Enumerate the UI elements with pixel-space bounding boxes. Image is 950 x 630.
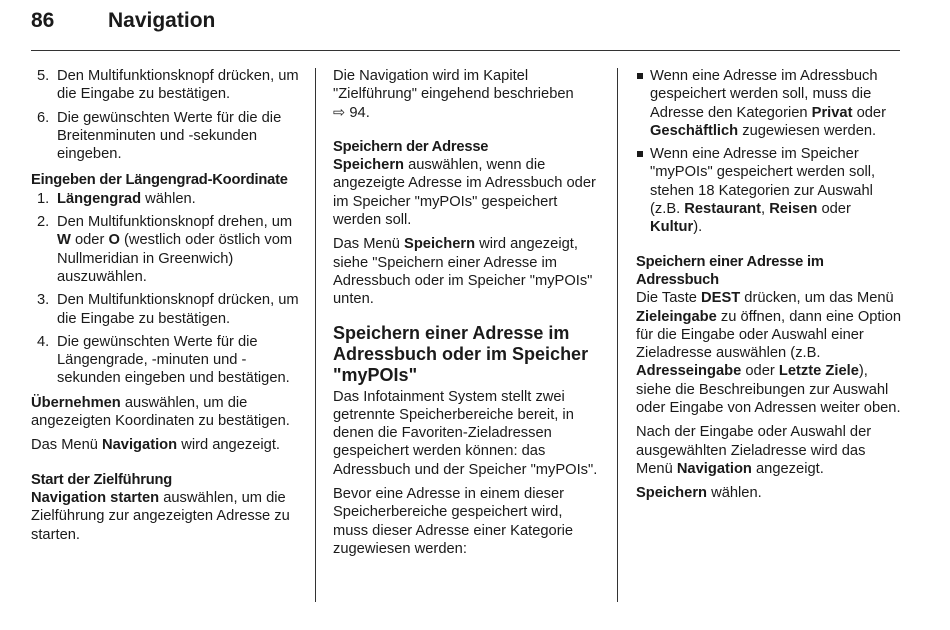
menu-term: Speichern <box>636 485 708 502</box>
paragraph-text: auswählen, um die Zielführung zur angezeigten Adresse zu starten. <box>31 489 290 543</box>
step-text: Den Multifunktionsknopf drehen, um <box>57 214 293 231</box>
menu-term: Übernehmen <box>31 394 121 411</box>
menu-term: Navigation <box>102 437 178 454</box>
list-item <box>31 67 299 104</box>
menu-term: Restaurant <box>684 201 762 218</box>
subheading-longitude: Eingeben der Längengrad-Koordinate <box>31 172 288 189</box>
paragraph-intro <box>333 67 601 122</box>
list-item <box>31 291 299 328</box>
column-3 <box>636 67 906 509</box>
menu-term: Kultur <box>650 219 694 236</box>
menu-term: Letzte Ziele <box>778 363 859 380</box>
list-item <box>31 190 299 208</box>
step-text: Die gewünschten Werte für die Längengrade, -minuten und -sekunden eingeben und bestätigen. <box>57 333 290 387</box>
bullet-text: oder <box>852 104 886 121</box>
step-number: 3. <box>37 292 50 309</box>
list-item <box>31 333 299 388</box>
list-item <box>636 145 906 236</box>
paragraph-text: wählen. <box>707 485 762 502</box>
step-text: Die gewünschten Werte für die die Breitenminuten und -sekunden eingeben. <box>57 109 282 163</box>
page-header <box>0 0 950 52</box>
step-text: Den Multifunktionsknopf drücken, um die Eingabe zu bestätigen. <box>57 292 299 327</box>
column-1 <box>31 67 299 550</box>
paragraph-start <box>31 489 299 544</box>
header-divider <box>31 50 900 51</box>
paragraph-text: auswählen, um die angezeigten Koordinaten zu bestätigen. <box>31 394 290 430</box>
menu-term: DEST <box>701 290 741 307</box>
menu-term: Zieleingabe <box>636 308 717 325</box>
paragraph-text: oder <box>741 363 779 380</box>
page-reference: ⇨ 94. <box>333 104 370 121</box>
column-divider-1 <box>315 68 316 602</box>
paragraph-text: wird angezeigt, siehe "Speichern einer Adresse im Adressbuch oder im Speicher "myPOIs" unten. <box>333 236 593 308</box>
paragraph-uebernehmen <box>31 394 299 431</box>
paragraph-bevor: Bevor eine Adresse in einem dieser Speicherbereiche gespeichert wird, muss dieser Adresse einer Kategorie zugewiesen werden: <box>333 486 574 557</box>
category-bullet-list <box>636 67 906 237</box>
step-text: Den Multifunktionsknopf drücken, um die Eingabe zu bestätigen. <box>57 68 299 103</box>
menu-term: W <box>57 232 71 249</box>
menu-term: O <box>108 232 120 249</box>
paragraph-menu-save <box>333 235 601 308</box>
menu-term: Adresseingabe <box>636 363 742 380</box>
bullet-square-icon <box>637 73 643 79</box>
menu-term: Geschäftlich <box>650 122 739 139</box>
paragraph-infotainment: Das Infotainment System stellt zwei getrennte Speicherbereiche bereit, in denen die Favoriten-Zieladressen gespeichert werden können: das Adressbuch und der Speicher "myPOIs". <box>333 388 598 478</box>
paragraph-text: zu öffnen, dann eine Option für die Eingabe oder Auswahl einer Zieladresse auswählen (z.B. <box>636 308 902 362</box>
step-text: oder <box>70 232 109 249</box>
column-2 <box>333 67 601 564</box>
list-item <box>636 67 906 140</box>
menu-term: Speichern <box>333 157 405 174</box>
bullet-square-icon <box>637 151 643 157</box>
menu-term: Navigation starten <box>31 489 160 506</box>
paragraph-text: wird angezeigt. <box>177 437 280 454</box>
list-item <box>31 109 299 164</box>
menu-term: Reisen <box>769 201 818 218</box>
bullet-text: Wenn eine Adresse im Adressbuch gespeichert werden soll, muss die Adresse den Kategorien <box>650 68 878 121</box>
paragraph-text: Nach der Eingabe oder Auswahl der ausgewählten Zieladresse wird das Menü <box>636 424 872 477</box>
page-number: 86 <box>31 9 55 32</box>
menu-term: Längengrad <box>57 190 142 207</box>
paragraph-text: angezeigt. <box>751 460 824 477</box>
paragraph-text: ), siehe die Beschreibungen zur Auswahl oder Eingabe von Adressen weiter oben. <box>636 363 901 417</box>
paragraph-text: Das Menü <box>31 437 103 454</box>
steps-list-longitude <box>31 190 299 388</box>
paragraph-speichern <box>636 484 906 502</box>
column-divider-2 <box>617 68 618 602</box>
paragraph-save <box>333 156 601 229</box>
step-number: 5. <box>37 68 50 84</box>
step-text: wählen. <box>141 190 196 207</box>
step-number: 6. <box>37 109 50 126</box>
bullet-text: , <box>761 201 770 218</box>
menu-term: Navigation <box>676 460 752 477</box>
bullet-text: Wenn eine Adresse im Speicher "myPOIs" gespeichert werden soll, stehen 18 Kategorien zur Auswahl (z.B. <box>650 146 876 218</box>
paragraph-text: Die Taste <box>636 290 702 307</box>
steps-list-latitude <box>31 67 299 163</box>
paragraph-text: drücken, um das Menü <box>740 290 894 307</box>
section-heading: Speichern einer Adresse im Adressbuch oder im Speicher "myPOIs" <box>333 322 589 385</box>
step-text: (westlich oder östlich vom Nullmeridian in Greenwich) auszuwählen. <box>57 232 293 285</box>
paragraph-text: auswählen, wenn die angezeigte Adresse im Adressbuch oder im Speicher "myPOIs" gespeichert werden soll. <box>333 157 596 229</box>
bullet-text: ). <box>693 219 703 236</box>
bullet-text: zugewiesen werden. <box>738 122 877 139</box>
page-title: Navigation <box>108 9 216 32</box>
paragraph-text: Das Menü <box>333 236 405 253</box>
paragraph-text: Die Navigation wird im Kapitel "Zielführung" eingehend beschrieben <box>333 68 574 103</box>
paragraph-menu-navigation <box>31 436 299 454</box>
paragraph-nach <box>636 423 906 478</box>
subheading-adressbuch: Speichern einer Adresse im Adressbuch <box>636 253 824 288</box>
step-number: 4. <box>37 333 50 350</box>
menu-term: Privat <box>811 104 853 121</box>
list-item <box>31 213 299 286</box>
step-number: 2. <box>37 214 50 231</box>
bullet-text: oder <box>817 201 851 218</box>
subheading-save: Speichern der Adresse <box>333 138 489 155</box>
menu-term: Speichern <box>404 236 476 253</box>
paragraph-dest <box>636 289 906 417</box>
subheading-start: Start der Zielführung <box>31 471 173 488</box>
step-number: 1. <box>37 190 50 207</box>
